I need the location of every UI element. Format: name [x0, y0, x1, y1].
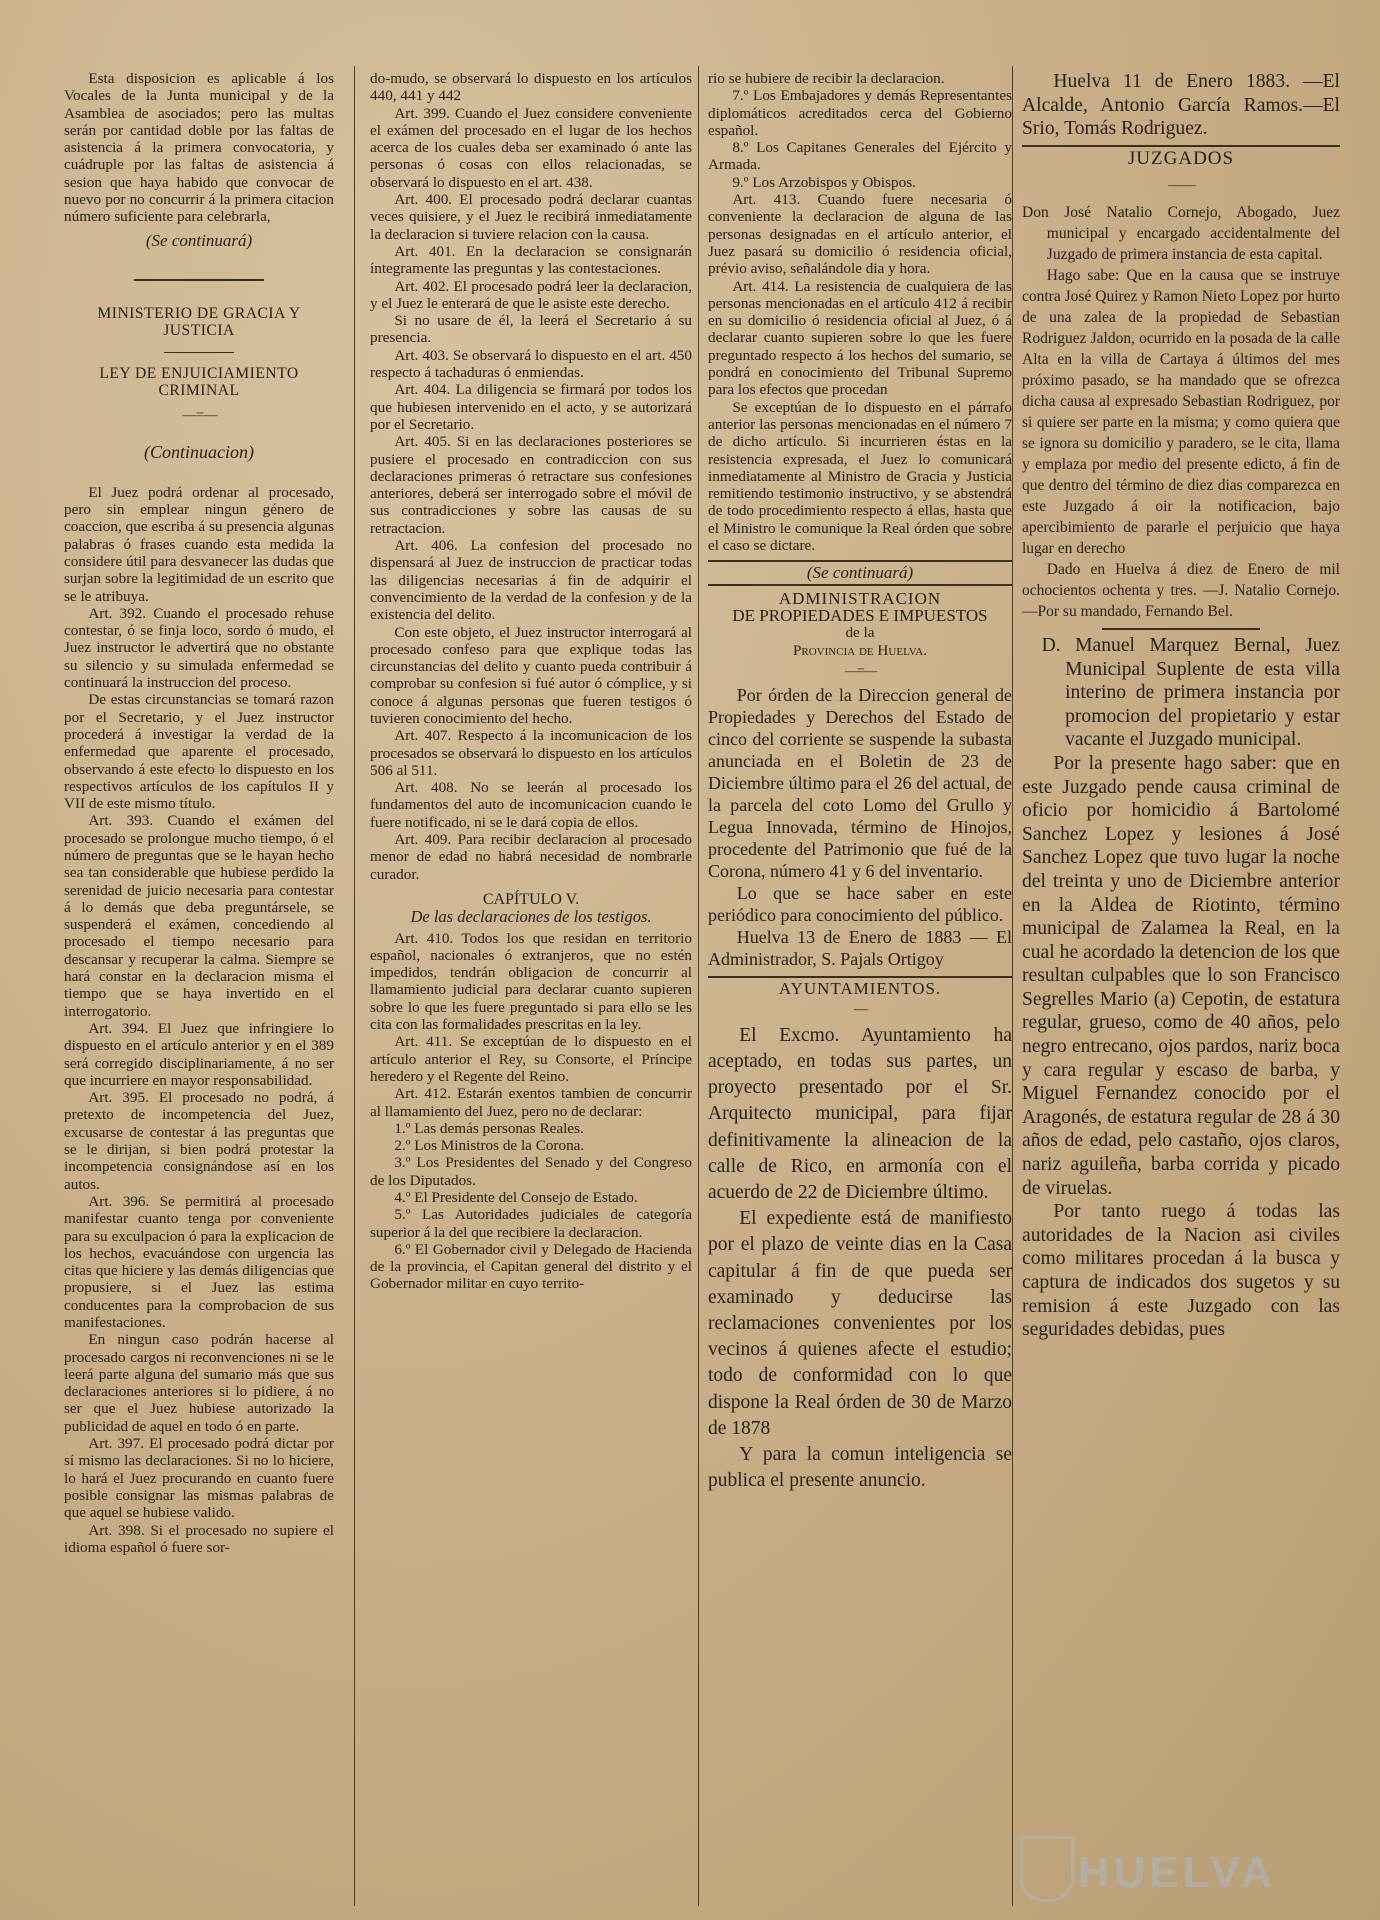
watermark: HUELVA	[1078, 1848, 1277, 1897]
list-item: 5.º Las Autoridades judiciales de categoría superior á la del que recibiere la declaracion.	[370, 1206, 692, 1241]
ornament: — = —	[182, 408, 216, 424]
list-item: 3.º Los Presidentes del Senado y del Congreso de los Diputados.	[370, 1154, 692, 1189]
article: Art. 407. Respecto á la incomunicacion de los procesados se observará lo dispuesto en los artículos 506 al 511.	[370, 727, 692, 779]
article: Art. 394. El Juez que infringiere lo dispuesto en el artículo anterior y en el 389 será corregido disciplinariamente, á no ser que incurriere en mayor responsabilidad.	[64, 1019, 334, 1089]
article: Art. 406. La confesion del procesado no dispensará al Juez de instruccion de practicar todas las diligencias necesarias á fin de adquirir el convencimiento de la verdad de la confesion y de la existencia del delito.	[370, 537, 692, 624]
paragraph: Con este objeto, el Juez instructor interrogará al procesado confeso para que explique todas las circunstancias del delito y cuanto pueda contribuir á comprobar su confesion si fué autor ó cómplice, y si conoce á algunas personas que fueren testigos ó tuvieren conocimiento del hecho.	[370, 623, 692, 727]
paragraph: do-mudo, se observará lo dispuesto en los artículos 440, 441 y 442	[370, 70, 692, 105]
continued-note: (Se continuará)	[145, 230, 253, 250]
paragraph: Dado en Huelva á diez de Enero de mil ochocientos ochenta y tres. —J. Natalio Cornejo.—Por su mandado, Fernando Bel.	[1022, 560, 1340, 620]
article: Art. 413. Cuando fuere necesaria ó conveniente la declaracion de alguna de las personas designadas en el artículo anterior, el Juez pasará su domicilio ó residencia oficial, prévio aviso, señalándole dia y hora.	[708, 191, 1012, 278]
paragraph: Por la presente hago saber: que en este Juzgado pende causa criminal de oficio por homicidio á Bartolomé Sanchez Lopez y lesiones á José Sanchez Lopez que tuvo lugar la noche del treinta y uno de Diciembre anterior en la Aldea de Riotinto, término municipal de Zalamea la Real, en la cual he acordado la detencion de los que resultan culpables que lo son Francisco Segrelles Mario (a) Cepotin, de estatura regular, grueso, como de 40 años, pelo negro entrecano, ojos pardos, nariz boca y cara regular y escaso de barba, y Miguel Fernandez conocido por el Aragonés, de estatura regular de 28 á 30 años de edad, pelo castaño, ojos claros, nariz aguileña, barba corrida y picado de viruelas.	[1022, 752, 1340, 1199]
paragraph: Si no usare de él, la leerá el Secretario á su presencia.	[370, 312, 692, 347]
list-item: 2.º Los Ministros de la Corona.	[394, 1137, 585, 1155]
paragraph: Lo que se hace saber en este periódico para conocimiento del público.	[708, 883, 1012, 926]
paragraph: D. Manuel Marquez Bernal, Juez Municipal Suplente de esta villa interino de primera instancia por promocion del propietario y estar vacante el Juzgado municipal.	[1041, 634, 1340, 751]
article: Art. 409. Para recibir declaracion al procesado menor de edad no habrá necesidad de nombrarle curador.	[370, 831, 692, 883]
paragraph: Hago sabe: Que en la causa que se instruye contra José Quirez y Ramon Nieto Lopez por hurto de una zalea de la propiedad de Sebastian Rodriguez Jaldon, ocurrido en la posada de la calle Alta en la villa de Cartaya á últimos del mes próximo pasado, se ha mandado que se ofrezca dicha causa al expresado Sebastian Rodriguez, por si quiere ser parte en la misma; y como quiera que se ignora su domicilio y paradero, se le cita, llama y emplaza por medio del presente edicto, á fin de que dentro del término de diez dias comparezca en este Juzgado á oir la notificacion, bajo apercibimiento de pararle el perjuicio que haya lugar en derecho	[1022, 266, 1340, 557]
list-item: 4.º El Presidente del Consejo de Estado.	[394, 1189, 638, 1206]
section-subheading: LEY DE ENJUICIAMIENTO CRIMINAL	[99, 364, 299, 399]
article: Art. 397. El procesado podrá dictar por sí mismo las declaraciones. Si no lo hiciere, lo hará el Juez procurando en cuanto fuere posible consignar las mismas palabras de que aquel se hubiese valido.	[64, 1435, 334, 1522]
divider	[164, 352, 234, 353]
section-heading: AYUNTAMIENTOS.	[778, 979, 942, 999]
section-heading: DE PROPIEDADES E IMPUESTOS	[732, 605, 988, 625]
section-heading: de la	[845, 624, 875, 642]
article: Art. 414. La resistencia de cualquiera de las personas mencionadas en el artículo 412 á recibir en su domicilio ó residencia oficial al Juez, ó á declarar cuanto supieren sobre lo que les fuere preguntado respecto á los hechos del sumario, se pondrá en conocimiento del Tribunal Supremo para los efectos que procedan	[708, 277, 1012, 399]
article: Art. 403. Se observará lo dispuesto en el art. 450 respecto á tachaduras ó enmiendas.	[370, 346, 692, 382]
article: Art. 393. Cuando el exámen del procesado se prolongue mucho tiempo, ó el número de preguntas que se le hayan hecho sea tan considerable que hubiese perdido la serenidad de juicio necesaria para contestar á lo demás que deba preguntársele, se suspenderá el exámen, concediendo al procesado el tiempo necesario para descansar y recuperar la calma. Siempre se hará constar en la declaracion misma el tiempo que se haya invertido en el interrogatorio.	[64, 812, 334, 1020]
paragraph: Por órden de la Direccion general de Propiedades y Derechos del Estado de cinco del corriente se suspende la subasta anunciada en el Boletin de 23 de Diciembre último para el 26 del actual, de la parcela del coto Lomo del Grullo y Legua Innovada, término de Hinojos, procedente del Patrimonio que fué de la Corona, número 41 y 6 del inventario.	[708, 685, 1012, 882]
divider	[708, 584, 1012, 586]
paragraph: Esta disposicion es aplicable á los Vocales de la Junta municipal y de la Asamblea de asociados; pero las multas serán por cantidad doble por las faltas de asistencia á la primera convocatoria, y cuádruple por las faltas de asistencia á sesion que haya habido que convocar de nuevo por no concurrir á la primera citacion número suficiente para celebrarla,	[64, 70, 334, 226]
paragraph: Por tanto ruego á todas las autoridades de la Nacion asi civiles como militares procedan á la busca y captura de indicados dos sugetos y su remision á este Juzgado con las seguridades debidas, pues	[1022, 1201, 1340, 1341]
chapter-title: De las declaraciones de los testigos.	[410, 907, 652, 927]
divider	[134, 279, 264, 281]
section-heading: ADMINISTRACION	[778, 588, 942, 608]
ornament: —=—	[845, 663, 875, 679]
article: Art. 402. El procesado podrá leer la declaracion, y el Juez le enterará de que le asiste este derecho.	[370, 277, 692, 312]
divider	[708, 976, 1012, 978]
paragraph: Don José Natalio Cornejo, Abogado, Juez municipal y encargado accidentalmente del Juzgado de primera instancia de esta capital.	[1022, 203, 1340, 263]
article: Art. 398. Si el procesado no supiere el idioma español ó fuere sor-	[64, 1521, 334, 1556]
article: Art. 404. La diligencia se firmará por todos los que hubiesen intervenido en el acto, y se autorizará por el Secretario.	[370, 381, 692, 433]
paragraph: Se exceptúan de lo dispuesto en el párrafo anterior las personas mencionadas en el número 7 de dicho artículo. Si incurrieren éstas en la resistencia expresada, el Juez lo comunicará inmediatamente al Ministro de Gracia y Justicia remitiendo testimonio instructivo, y se abstendrá de todo procedimiento respecto á ellas, hasta que el Ministro le comunique la Real órden que sobre el caso se dictare.	[708, 398, 1012, 555]
section-heading: Provincia de Huelva.	[792, 641, 928, 659]
paragraph: En ningun caso podrán hacerse al procesado cargos ni reconvenciones ni se le leerá parte alguna del sumario más que sus declaraciones anteriores si lo pidiere, á no ser que el Juez hubiese autorizado la publicidad de aquel en todo ó en parte.	[64, 1331, 334, 1435]
list-item: 8.º Los Capitanes Generales del Ejército y Armada.	[708, 139, 1012, 174]
signature: Huelva 13 de Enero de 1883 — El Administrador, S. Pajals Ortigoy	[708, 927, 1012, 970]
article: Art. 392. Cuando el procesado rehuse contestar, ó se finja loco, sordo ó mudo, el Juez instructor le advertirá que no obstante su silencio y su simulada enfermedad se continuará la instruccion del proceso.	[64, 604, 334, 692]
paragraph: De estas circunstancias se tomará razon por el Secretario, y el Juez instructor procederá á investigar la verdad de la enfermedad que aparente el procesado, observando á este efecto lo dispuesto en los respectivos artículos de los capítulos II y VII de este mismo título.	[64, 691, 334, 813]
paragraph: El Excmo. Ayuntamiento ha aceptado, en todas sus partes, un proyecto presentado por el Sr. Arquitecto municipal, para fijar definitivamente la alineacion de la calle de Rico, en armonía con el acuerdo de 22 de Diciembre último.	[708, 1024, 1012, 1203]
paragraph: El Juez podrá ordenar al procesado, pero sin emplear ningun género de coaccion, que escriba á su presencia algunas palabras ó frases cuando esta medida la considere útil para desvanecer las dudas que surjan sobre la legitimidad de un escrito que se le atribuya.	[64, 483, 334, 605]
article: Art. 411. Se exceptúan de lo dispuesto en el artículo anterior el Rey, su Consorte, el Príncipe heredero y el Regente del Reino.	[370, 1033, 692, 1085]
column-3	[708, 70, 1012, 1494]
article: Art. 405. Si en las declaraciones posteriores se pusiere el procesado en contradiccion con sus declaraciones primeras ó retractare sus confesiones anteriores, deberá ser interrogado sobre el móvil de sus contradicciones y sobre las causas de su retractacion.	[370, 433, 692, 537]
article: Art. 396. Se permitirá al procesado manifestar cuanto tenga por conveniente para su exculpacion ó para la explicacion de los hechos, evacuándose con urgencia las citas que hiciere y las demás diligencias que propusiere, si el Juez las estima conducentes para la comprobacion de sus manifestaciones.	[64, 1192, 334, 1331]
article: Art. 412. Estarán exentos tambien de concurrir al llamamiento del Juez, pero no de declarar:	[370, 1085, 692, 1120]
ornament: — —	[1168, 178, 1194, 194]
list-item: 1.º Las demás personas Reales.	[394, 1119, 584, 1137]
ornament: —	[854, 1002, 866, 1018]
continued-note: (Se continuará)	[806, 563, 914, 583]
divider	[708, 560, 1012, 562]
article: Art. 408. No se leerán al procesado los fundamentos del auto de incomunicacion cuando le fuere notificado, ni se le dará copia de ellos.	[370, 779, 692, 831]
column-divider	[354, 66, 355, 1906]
divider	[1102, 628, 1260, 630]
section-heading: JUZGADOS	[1127, 147, 1235, 169]
paragraph: El expediente está de manifiesto por el plazo de veinte dias en la Casa capitular á fin de que pueda ser examinado y deducirse las reclamaciones convenientes por los vecinos á quienes afecte el estudio; todo de conformidad con lo que dispone la Real órden de 30 de Marzo de 1878	[708, 1208, 1012, 1439]
article: Art. 395. El procesado no podrá, á pretexto de incompetencia del Juez, excusarse de contestar á las preguntas que se le dirijan, si bien podrá protestar la incompetencia consignándose así en los autos.	[64, 1089, 334, 1193]
chapter-heading: CAPÍTULO V.	[482, 890, 580, 908]
paragraph: Y para la comun inteligencia se publica el presente anuncio.	[708, 1443, 1012, 1492]
article: Art. 399. Cuando el Juez considere conveniente el exámen del procesado en el lugar de los hechos acerca de los cuales deba ser examinado ó ante las personas ó cosas con ellos relacionadas, se observará lo dispuesto en el art. 438.	[370, 104, 692, 191]
column-4	[1022, 70, 1340, 1342]
article: Art. 410. Todos los que residan en territorio español, nacionales ó extranjeros, que no estén impedidos, tendrán obligacion de concurrir al llamamiento judicial para declarar cuanto supieren sobre lo que les fuere preguntado si para ello se les cita con las formalidades prescritas en la ley.	[370, 929, 692, 1034]
article: Art. 400. El procesado podrá declarar cuantas veces quisiere, y el Juez le recibirá inmediatamente la declaracion si tuviere relacion con la causa.	[370, 191, 692, 243]
column-divider	[698, 66, 699, 1906]
list-item: 6.º El Gobernador civil y Delegado de Hacienda de la provincia, el Capitan general del distrito y el Gobernador militar en cuyo territo-	[370, 1240, 692, 1293]
paragraph: rio se hubiere de recibir la declaracion.	[708, 70, 945, 87]
continuation-note: (Continuacion)	[144, 442, 254, 463]
column-divider	[1012, 66, 1013, 1906]
signature: Huelva 11 de Enero 1883. —El Alcalde, Antonio García Ramos.—El Srio, Tomás Rodriguez.	[1022, 71, 1340, 140]
article: Art. 401. En la declaracion se consignarán íntegramente las preguntas y las contestaciones.	[370, 242, 692, 278]
list-item: 9.º Los Arzobispos y Obispos.	[732, 173, 916, 191]
column-1	[64, 70, 334, 1556]
column-2	[370, 70, 692, 1293]
list-item: 7.º Los Embajadores y demás Representantes diplomáticos acreditados cerca del Gobierno español.	[708, 87, 1012, 139]
library-stamp-icon	[1020, 1836, 1074, 1902]
section-heading: MINISTERIO DE GRACIA Y JUSTICIA	[97, 304, 301, 340]
